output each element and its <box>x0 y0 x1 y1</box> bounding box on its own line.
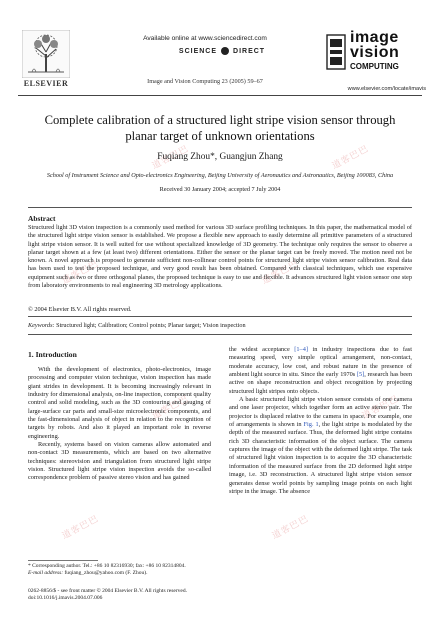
keywords-line <box>28 322 412 329</box>
watermark: 道客巴巴 <box>270 513 311 541</box>
received-dates: Received 30 January 2004; accepted 7 July 2004 <box>159 186 281 193</box>
paper-affiliation: School of Instrument Science and Opto-electronics Engineering, Beijing University of Aeronautics and Astronautics, Beijing 100083, China <box>46 172 394 179</box>
abstract-top-rule <box>28 207 412 208</box>
doi-line: doi:10.1016/j.imavis.2004.07.006 <box>28 595 103 601</box>
figure-link[interactable]: Fig. 1 <box>303 421 319 429</box>
watermark: 道客巴巴 <box>60 513 101 541</box>
email-link[interactable]: fuqiang_zhou@yahoo.com (F. Zhou). <box>64 570 148 576</box>
header-divider <box>18 95 422 96</box>
keywords-bottom-rule <box>28 334 412 335</box>
watermark: 道客巴巴 <box>60 258 101 286</box>
available-online: Available online at www.sciencedirect.com <box>143 35 267 42</box>
sd-right: DIRECT <box>233 47 266 55</box>
watermark: 道客巴巴 <box>150 143 191 171</box>
watermark: 道客巴巴 <box>150 393 191 421</box>
footnote <box>28 563 211 577</box>
journal-url-link[interactable]: www.elsevier.com/locate/imavis <box>347 86 426 92</box>
issn-line: 0262-8856/$ - see front matter © 2004 Elsevier B.V. All rights reserved. <box>28 588 187 594</box>
email-label: E-mail address: <box>28 570 64 576</box>
left-column <box>28 366 211 483</box>
keywords-label: Keywords: <box>28 322 55 329</box>
watermark: 道客巴巴 <box>260 258 301 286</box>
journal-logo-icon <box>326 34 346 70</box>
citation-link[interactable]: [5] <box>356 371 365 379</box>
sciencedirect-logo <box>172 45 272 57</box>
abstract-text: Structured light 3D vision inspection is a commonly used method for various 3D surface profiling techniques. In this paper, the mathematical model of the structured light stripe vision sensor is established. We propose a flexible new approach to easily determine all primitive parameters of a structured light stripe vision sensor. It is well suited for use without specialized knowledge of 3D geometry. The technique only requires the sensor to observe a planar target shown at a few (at least two) different orientations. Either the sensor or the planar target can be freely moved. The motion need not be known. A novel approach is proposed to generate sufficient non-collinear control points for structured light stripe vision sensor calibration. Real data has been used to test the proposed technique, and very good result has been obtained. Compared with classical techniques, which use expensive equipment such as two or three orthogonal planes, the proposed technique is easy to use and flexible. It advances structured light vision sensor one step from laboratory environments to real engineering 3D metrology applications. <box>28 224 412 290</box>
elsevier-tree-logo <box>22 30 70 78</box>
intro-paragraph-2: Recently, systems based on vision cameras allow automated and non-contact 3D measurements, which are based on two alternative techniques: stereovision and triangulation from structured light stripe vision. Structured light stripe vision inspection avoids the so-called correspondence problem of passive stereo vision and has gained <box>28 441 211 482</box>
journal-logo-computing: COMPUTING <box>350 62 399 71</box>
sd-left: SCIENCE <box>178 47 218 55</box>
intro-paragraph-1: With the development of electronics, photo-electronics, image processing and computer vision technique, vision inspection has made giant strides in development. It is becoming increasingly relevant in industry for dimensional analysis, on-line inspection, component quality control and solid modeling, such as the 3D contouring and gauging of large-surface car parts and small-size microelectronic components, and the fast-dimensional analysis of object in relation to the recognition of targets by robots. And also it played an important role in reverse engineering. <box>28 366 211 440</box>
footnote-email-line <box>28 570 211 577</box>
paper-authors: Fuqiang Zhou*, Guangjun Zhang <box>157 152 283 162</box>
publisher-name: ELSEVIER <box>23 79 69 88</box>
journal-logo <box>320 30 420 78</box>
section-heading-introduction: 1. Introduction <box>28 350 77 359</box>
journal-logo-vision: vision <box>350 44 400 61</box>
right-column <box>229 346 412 496</box>
journal-reference: Image and Vision Computing 23 (2005) 59–67 <box>147 78 263 85</box>
front-matter-ids <box>28 588 328 602</box>
footnote-divider <box>28 560 98 561</box>
keywords-list: Structured light; Calibration; Control points; Planar target; Vision inspection <box>56 322 246 329</box>
abstract-bottom-rule <box>28 316 412 317</box>
watermark: 道客巴巴 <box>360 393 401 421</box>
intro-paragraph-2-continued: the widest acceptance [1–4] in industry inspections due to fast measuring speed, very simple optical arrangement, non-contact, moderate accuracy, low cost, and robust nature in the presence of ambient light source in situ. Since the early 1970s [5], research has been active on shape reconstruction and object recognition by projecting structured light stripes onto objects. <box>229 346 412 395</box>
sd-dot-icon <box>221 47 229 55</box>
intro-paragraph-3: A basic structured light stripe vision sensor consists of one camera and one laser projector, which together form an active stereo pair. The projector is displaced relative to the camera in space. For example, one of arrangements is shown in Fig. 1, the light stripe is modulated by the depth of the measured surface. Thus, the deformed light stripe contains rich 3D characteristic information of the object surface. The camera captures the image of the object with the deformed light stripe. The task of structured light vision inspection is to acquire the 3D characteristic information of the measured surface from the 2D deformed light stripe image, i.e. 3D reconstruction. A structured light stripe vision sensor generates dense world points by sampling image points on each light stripe in the image. The absence <box>229 396 412 495</box>
footnote-corresponding: * Corresponding author. Tel.: +86 10 82316930; fax: +86 10 82314804. <box>28 563 186 569</box>
journal-logo-image: image <box>350 29 399 46</box>
paper-title: Complete calibration of a structured light stripe vision sensor through planar target of unknown orientations <box>44 113 396 143</box>
citation-link[interactable]: [1–4] <box>294 346 308 353</box>
watermark: 道客巴巴 <box>330 143 371 171</box>
abstract-copyright: © 2004 Elsevier B.V. All rights reserved. <box>28 306 132 313</box>
abstract-heading: Abstract <box>28 214 56 223</box>
